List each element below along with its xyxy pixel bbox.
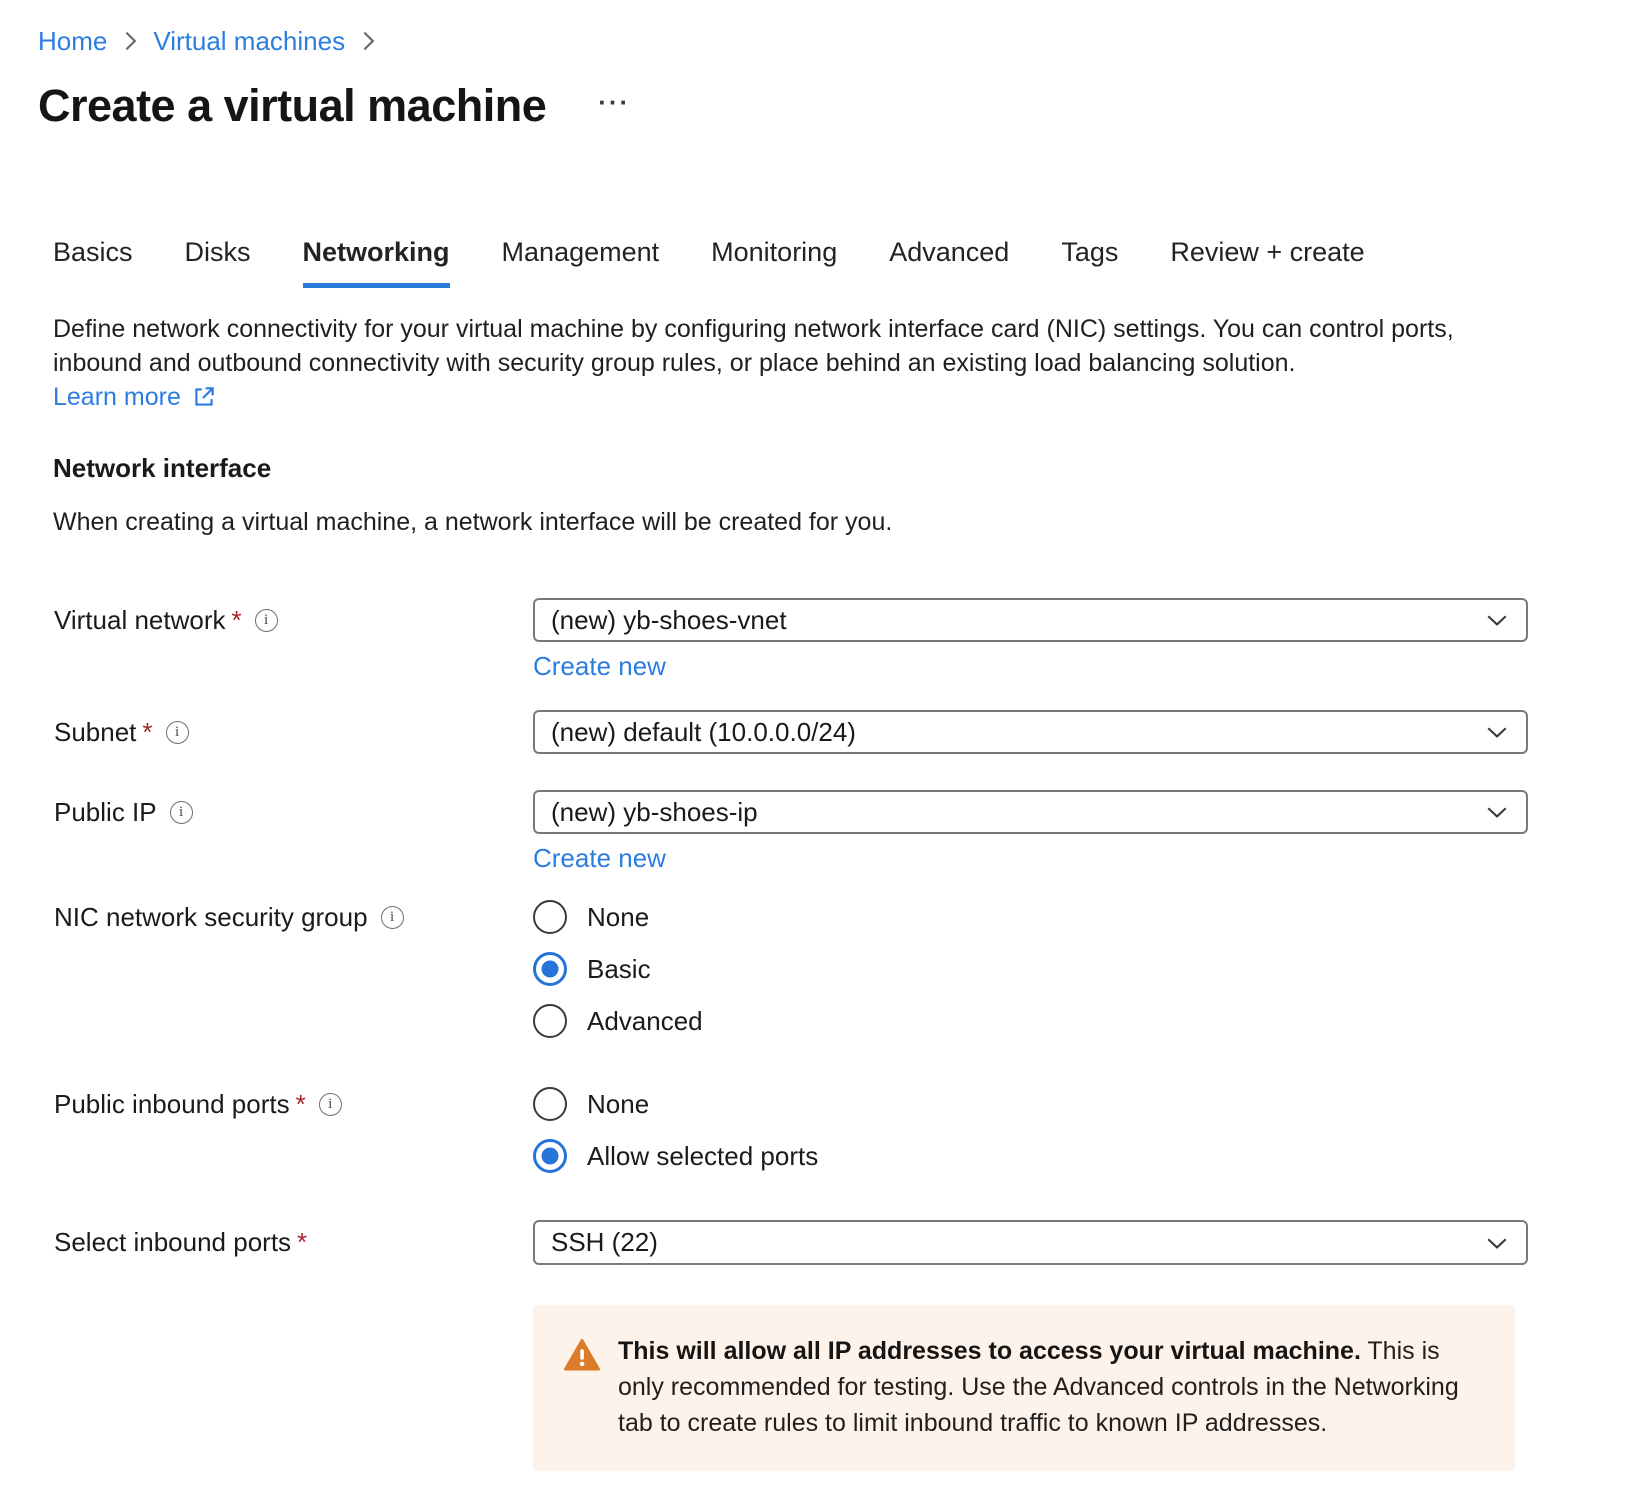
- learn-more-link[interactable]: [53, 380, 217, 414]
- info-icon[interactable]: i: [319, 1093, 342, 1116]
- page-title: Create a virtual machine: [38, 80, 547, 131]
- radio-icon: [533, 1087, 567, 1121]
- info-icon[interactable]: i: [170, 801, 193, 824]
- radio-icon: [533, 1004, 567, 1038]
- info-icon[interactable]: i: [166, 721, 189, 744]
- tab-management[interactable]: Management: [501, 237, 660, 267]
- radio-selected-icon: [533, 1139, 567, 1173]
- virtual-network-label: Virtual network * i: [38, 598, 533, 642]
- required-marker: *: [231, 604, 242, 635]
- form-row-virtual-network: [38, 598, 1606, 681]
- public-inbound-ports-radio-group: [533, 1087, 1528, 1173]
- learn-more-label: Learn more: [53, 383, 181, 411]
- nic-nsg-option-advanced[interactable]: Advanced: [533, 1004, 1528, 1038]
- form-row-subnet: [38, 710, 1606, 754]
- warning-banner: [533, 1305, 1515, 1471]
- public-ip-value: (new) yb-shoes-ip: [551, 796, 758, 827]
- form-row-nic-nsg: [38, 900, 1606, 1038]
- required-marker: *: [295, 1088, 306, 1119]
- chevron-down-icon: [1482, 1228, 1512, 1258]
- tab-monitoring[interactable]: Monitoring: [711, 237, 838, 267]
- radio-icon: [533, 900, 567, 934]
- select-inbound-ports-dropdown[interactable]: [533, 1220, 1528, 1265]
- public-inbound-ports-label: Public inbound ports * i: [38, 1087, 533, 1121]
- breadcrumb-link-virtual-machines[interactable]: Virtual machines: [153, 25, 346, 56]
- wizard-tabs: [38, 235, 1606, 288]
- warning-message-body: This is only recommended for testing. Use the Advanced controls in the Networking tab to create rules to limit inbound traffic to known IP addresses.: [618, 1337, 1459, 1437]
- required-marker: *: [142, 716, 153, 747]
- chevron-right-icon: [121, 29, 139, 53]
- nic-nsg-option-basic[interactable]: Basic: [533, 952, 1528, 986]
- section-description: When creating a virtual machine, a network interface will be created for you.: [53, 508, 893, 536]
- breadcrumb-link-home[interactable]: Home: [38, 25, 108, 56]
- warning-message: [618, 1333, 1473, 1441]
- chevron-down-icon: [1482, 605, 1512, 635]
- public-inbound-ports-option-none[interactable]: None: [533, 1087, 1528, 1121]
- page-header: [38, 78, 1606, 134]
- more-options-icon[interactable]: ···: [598, 87, 631, 117]
- subnet-label: Subnet * i: [38, 710, 533, 754]
- chevron-right-icon: [359, 29, 377, 53]
- virtual-network-create-new-link[interactable]: Create new: [533, 651, 666, 681]
- tab-advanced[interactable]: Advanced: [889, 237, 1010, 267]
- warning-triangle-icon: [563, 1336, 601, 1379]
- public-ip-dropdown[interactable]: [533, 790, 1528, 834]
- form-row-public-ip: [38, 790, 1606, 873]
- public-inbound-ports-option-allow-selected[interactable]: Allow selected ports: [533, 1139, 1528, 1173]
- info-icon[interactable]: i: [255, 609, 278, 632]
- section-heading-network-interface: Network interface: [53, 453, 272, 483]
- chevron-down-icon: [1482, 717, 1512, 747]
- nic-nsg-label: NIC network security group i: [38, 900, 533, 934]
- virtual-network-dropdown[interactable]: [533, 598, 1528, 642]
- tab-networking[interactable]: Networking: [303, 235, 450, 288]
- tab-review-create[interactable]: Review + create: [1170, 237, 1365, 267]
- subnet-value: (new) default (10.0.0.0/24): [551, 716, 856, 747]
- warning-message-bold: This will allow all IP addresses to access your virtual machine.: [618, 1337, 1361, 1365]
- external-link-icon: [191, 384, 217, 410]
- radio-selected-icon: [533, 952, 567, 986]
- nic-nsg-option-none[interactable]: None: [533, 900, 1528, 934]
- nic-nsg-radio-group: [533, 900, 1528, 1038]
- tab-disks[interactable]: Disks: [184, 237, 251, 267]
- breadcrumb: [38, 25, 1606, 57]
- public-ip-label: Public IP i: [38, 790, 533, 834]
- virtual-network-value: (new) yb-shoes-vnet: [551, 604, 787, 635]
- required-marker: *: [297, 1226, 308, 1257]
- tab-tags[interactable]: Tags: [1061, 237, 1119, 267]
- info-icon[interactable]: i: [381, 906, 404, 929]
- public-ip-create-new-link[interactable]: Create new: [533, 843, 666, 873]
- form-row-select-inbound-ports: [38, 1220, 1606, 1265]
- subnet-dropdown[interactable]: [533, 710, 1528, 754]
- tab-basics[interactable]: Basics: [53, 237, 133, 267]
- form-row-public-inbound-ports: [38, 1087, 1606, 1173]
- tab-description: Define network connectivity for your virtual machine by configuring network interface card (NIC) settings. You can control ports, inbound and outbound connectivity with security group rules, or place behind an existing load balancing solution.: [53, 315, 1454, 377]
- select-inbound-ports-label: Select inbound ports *: [54, 1226, 308, 1257]
- select-inbound-ports-value: SSH (22): [551, 1227, 658, 1257]
- chevron-down-icon: [1482, 797, 1512, 827]
